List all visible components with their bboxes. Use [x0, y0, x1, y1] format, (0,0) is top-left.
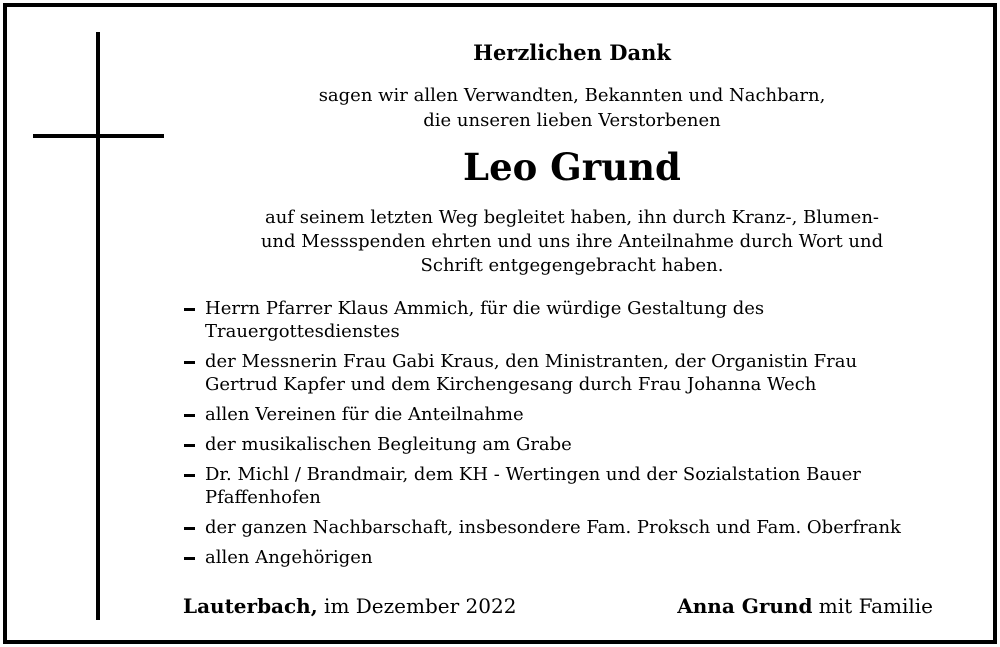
intro-line: sagen wir allen Verwandten, Bekannten und Nachbarn,	[318, 85, 826, 106]
list-item-line: Dr. Michl / Brandmair, dem KH - Wertingen und der Sozialstation Bauer	[205, 464, 861, 485]
list-item-line: der Messnerin Frau Gabi Kraus, den Ministranten, der Organistin Frau	[205, 351, 858, 372]
body-line: Schrift entgegengebracht haben.	[420, 255, 724, 276]
dash-icon	[184, 444, 195, 447]
dash-icon	[184, 308, 195, 311]
footer-signature	[677, 593, 933, 619]
obituary-card	[3, 3, 997, 644]
dash-icon	[184, 557, 195, 560]
deceased-name: Leo Grund	[463, 145, 681, 189]
list-item-line: Gertrud Kapfer und dem Kirchengesang durch Frau Johanna Wech	[205, 374, 817, 395]
list-item-line: Herrn Pfarrer Klaus Ammich, für die würdige Gestaltung des	[205, 298, 765, 319]
list-item-line: der musikalischen Begleitung am Grabe	[205, 434, 572, 455]
list-item-line: der ganzen Nachbarschaft, insbesondere Fam. Proksch und Fam. Oberfrank	[205, 517, 901, 538]
list-item-line: Trauergottesdienstes	[205, 321, 400, 342]
footer-signer-suffix: mit Familie	[812, 594, 933, 618]
body-line: und Messspenden ehrten und uns ihre Anteilnahme durch Wort und	[260, 231, 884, 252]
intro-text	[177, 83, 967, 133]
thanks-list	[177, 297, 967, 576]
cross-icon-bar	[33, 134, 164, 138]
list-item	[177, 433, 967, 456]
list-item	[177, 350, 967, 396]
list-item	[177, 403, 967, 426]
list-item	[177, 297, 967, 343]
intro-line: die unseren lieben Verstorbenen	[423, 110, 721, 131]
cross-icon	[96, 32, 100, 620]
body-text	[177, 206, 967, 278]
list-item	[177, 516, 967, 539]
footer-signer: Anna Grund	[677, 594, 813, 618]
body-line: auf seinem letzten Weg begleitet haben, ihn durch Kranz-, Blumen-	[264, 207, 880, 228]
footer-place-date	[183, 593, 516, 619]
dash-icon	[184, 414, 195, 417]
list-item-line: allen Vereinen für die Anteilnahme	[205, 404, 524, 425]
dash-icon	[184, 527, 195, 530]
heading: Herzlichen Dank	[473, 40, 671, 65]
dash-icon	[184, 474, 195, 477]
footer-date: im Dezember 2022	[317, 594, 517, 618]
footer-place: Lauterbach,	[183, 594, 318, 618]
dash-icon	[184, 361, 195, 364]
list-item	[177, 463, 967, 509]
list-item-line: allen Angehörigen	[205, 547, 373, 568]
list-item	[177, 546, 967, 569]
list-item-line: Pfaffenhofen	[205, 487, 321, 508]
